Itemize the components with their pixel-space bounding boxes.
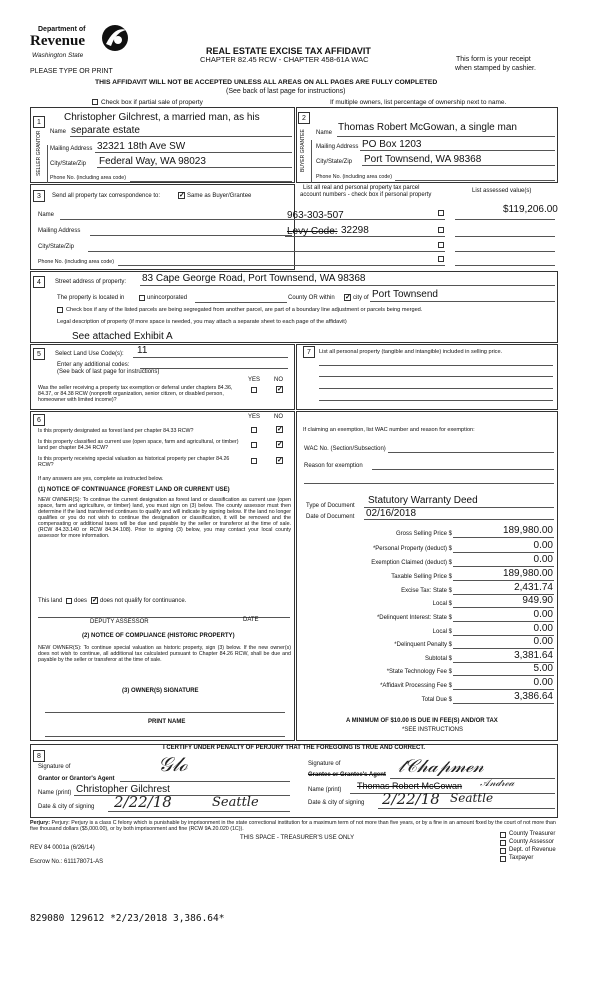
parcel-header2: account numbers - check box if personal property [300,192,432,198]
rev-number: REV 84 0001a (6/26/14) [30,845,95,851]
see-instructions-note: *SEE INSTRUCTIONS [402,727,464,733]
amount-label: *Personal Property (deduct) $ [372,546,452,552]
dept-line1: Department of [38,26,86,33]
street-address[interactable]: 83 Cape George Road, Port Townsend, WA 98368 [142,273,366,284]
continuance-text: NEW OWNER(S): To continue the current designation as forest land or classification as current use (open space, farm and agriculture, or timber) land, you must sign on (3) below. The county assessor must then determine if the land transferred continues to qualify and will indicate by signing below. If the land no longer qualifies or you do not wish to continue the designation or classification, it will be removed and the compensating or additional taxes will be due and payable by the seller or transferor at the time of sale. (RCW 84.33.140 or RCW 84.34.108). Prior to signing (3) below, you may contact your local county assessor for more information. [38,497,291,540]
seller-city-label: City/State/Zip [50,161,87,167]
copy-checkbox[interactable] [500,832,506,838]
grantee-signature-icon: 𝓉𝒞𝒽𝒶𝓅𝓂ℯ𝓃 [398,756,484,777]
s5-see-back: (See back of last page for instructions) [57,369,160,375]
buyer-mailing[interactable]: PO Box 1203 [362,139,422,150]
section-3-number: 3 [33,190,45,202]
assessed-header: List assessed value(s) [472,188,532,194]
unincorporated-checkbox[interactable] [139,295,145,301]
does-label: does [74,598,88,604]
doc-date[interactable]: 02/16/2018 [366,508,417,519]
copy-checkbox[interactable] [500,840,506,846]
segregated-checkbox[interactable] [57,307,63,313]
exemption-no-checkbox[interactable]: ✓ [277,386,283,393]
assessed-1[interactable]: $119,206.00 [503,204,558,215]
s6-no-header: NO [274,414,283,420]
see-back-note: (See back of last page for instructions) [226,88,346,95]
current-use-q: Is this property classified as current use (open space, farm and agricultural, or timber) land per chapter 84.34 RCW? [38,439,239,452]
claiming-exemption-label: If claiming an exemption, list WAC number and reason for exemption: [303,427,475,433]
current-use-yes-checkbox[interactable] [251,442,257,448]
receipt-note2: when stamped by cashier. [455,65,536,72]
city-of-checkbox[interactable]: ✓ [345,294,351,301]
amount-line [453,580,554,581]
historic-q: Is this property receiving special valuation as historical property per chapter 84.26 RCW? [38,456,230,469]
form-title: REAL ESTATE EXCISE TAX AFFIDAVIT [206,46,371,56]
forest-no-checkbox[interactable]: ✓ [277,426,283,433]
amount-value[interactable]: 189,980.00 [502,568,553,579]
grantor-name-label: Name (print) [38,790,72,796]
s3-phone-label: Phone No. (including area code) [38,259,114,265]
amount-label: Total Due $ [421,697,452,703]
land-use-label: Select Land Use Code(s): [55,351,124,357]
s3-name-label: Name [38,212,55,218]
send-correspondence-label: Send all property tax correspondence to: [52,193,161,199]
doc-date-label: Date of Document [306,514,355,520]
current-use-no-checkbox[interactable]: ✓ [277,441,283,448]
deputy-date-label: DATE [243,617,259,623]
copy-label: County Assessor [509,839,555,845]
same-as-buyer-checkbox[interactable]: ✓ [179,192,185,199]
grantor-agent-label: Grantor or Grantor's Agent [38,776,115,782]
segregated-label: Check box if any of the listed parcels are being segregated from another parcel, are part of a boundary line adjustment or parcels being merged. [66,307,423,313]
print-name-label: PRINT NAME [148,719,186,725]
s6-yes-header: YES [248,414,261,420]
grantor-date[interactable]: 2/22/18 [114,793,172,811]
perjury-label: Perjury: [30,820,51,826]
grantee-name-label: Name (print) [308,787,342,793]
buyer-name-label: Name [316,130,333,136]
located-in-label: The property is located in [57,295,125,301]
doc-type-label: Type of Document [306,503,355,509]
amount-line [453,675,554,676]
multiple-owners-note: If multiple owners, list percentage of ownership next to name. [330,99,507,106]
s5-yes-header: YES [248,377,261,383]
please-type: PLEASE TYPE OR PRINT [30,68,113,75]
exemption-question: Was the seller receiving a property tax exemption or deferral under chapters 84.36, 84.37, or 84.38 RCW (nonprofit organization, senior citizen, or disabled person, homeowner with limited income)? [38,385,233,404]
does-checkbox[interactable] [66,598,72,604]
receipt-note1: This form is your receipt [456,56,531,63]
grantor-city[interactable]: Seattle [212,795,259,810]
grantor-sig-label: Signature of [38,764,71,770]
amount-label: *State Technology Fee $ [386,669,452,675]
amount-label: Excise Tax: State $ [401,588,452,594]
seller-mailing-label: Mailing Address [50,146,93,152]
copy-checkbox[interactable] [500,848,506,854]
parcel-3-checkbox[interactable] [438,242,444,248]
seller-phone-label: Phone No. (including area code) [50,175,126,181]
form-chapter: CHAPTER 82.45 RCW - CHAPTER 458-61A WAC [200,55,369,64]
reason-label: Reason for exemption [304,463,363,469]
partial-sale-checkbox[interactable] [92,99,98,105]
amount-value[interactable]: 0.00 [533,609,553,620]
deputy-assessor-label: DEPUTY ASSESSOR [90,619,149,625]
parcel-2-struck: Levy Code: [287,226,338,237]
amount-value[interactable]: 0.00 [533,554,553,565]
compliance-text: NEW OWNER(S): To continue special valuation as historic property, sign (3) below. If the new owner(s) does not wish to continue, all additional tax calculated pursuant to Chapter 84.26 RCW, shall be due and payable by the seller or transferor at the time of sale. [38,645,291,664]
amount-line [453,552,554,553]
buyer-city-label: City/State/Zip [316,159,353,165]
land-use-code[interactable]: 11 [137,345,148,356]
certify-statement: I CERTIFY UNDER PENALTY OF PERJURY THAT THE FOREGOING IS TRUE AND CORRECT. [163,745,426,751]
grantee-agent-label: Grantee or Grantee's Agent [308,772,386,778]
historic-yes-checkbox[interactable] [251,458,257,464]
partial-sale-label: Check box if partial sale of property [101,99,203,106]
buyer-mailing-label: Mailing Address [316,144,359,150]
grantor-name[interactable]: Christopher Gilchrest [76,784,170,795]
amount-label: Gross Selling Price $ [395,531,452,537]
legal-desc-label: Legal description of property (if more space is needed, you may attach a separate sheet to each page of the affidavit) [57,319,347,325]
section-1-number: 1 [33,116,45,128]
amount-label: *Delinquent Interest: State $ [376,615,452,621]
amount-value[interactable]: 0.00 [533,623,553,634]
grantee-name[interactable]: Thomas Robert McGowan [357,781,463,791]
amount-value[interactable]: 2,431.74 [514,582,553,593]
street-label: Street address of property: [55,279,127,285]
amount-line [453,537,554,538]
seller-name-line2: separate estate [71,125,140,136]
treasurer-space-label: THIS SPACE - TREASURER'S USE ONLY [240,835,355,841]
amount-line [453,566,554,567]
dept-line2: Revenue [30,33,85,49]
dor-logo [28,22,128,66]
exemption-yes-checkbox[interactable] [251,387,257,393]
does-not-label: does not qualify for continuance. [100,598,187,604]
amount-label: Local $ [432,601,452,607]
section-4-number: 4 [33,276,45,288]
buyer-name[interactable]: Thomas Robert McGowan, a single man [338,122,517,133]
minimum-note: A MINIMUM OF $10.00 IS DUE IN FEE(S) AND/OR TAX [346,718,498,724]
additional-codes-label: Enter any additional codes: [57,362,130,368]
amount-line [453,689,554,690]
city-of-label: city of [353,295,369,301]
if-yes-note: If any answers are yes, complete as instructed below. [38,476,164,482]
forest-yes-checkbox[interactable] [251,427,257,433]
copy-checkbox[interactable] [500,856,506,862]
unincorporated-label: unincorporated [147,295,188,301]
continuance-title: (1) NOTICE OF CONTINUANCE (FOREST LAND OR CURRENT USE) [38,487,230,493]
s3-mailing-label: Mailing Address [38,228,81,234]
owners-signature-label: (3) OWNER(S) SIGNATURE [122,688,199,694]
section-5-number: 5 [33,348,45,360]
grantee-date-label: Date & city of signing [308,800,365,806]
amount-line [453,607,554,608]
parcel-1-checkbox[interactable] [438,210,444,216]
forest-land-q: Is this property designated as forest land per chapter 84.33 RCW? [38,428,194,434]
section-8-number: 8 [33,750,45,762]
amount-value[interactable]: 949.90 [522,595,553,606]
parcel-2[interactable]: 32298 [341,225,369,236]
doc-type[interactable]: Statutory Warranty Deed [368,495,478,506]
amount-value[interactable]: 189,980.00 [502,525,553,536]
buyer-phone-label: Phone No. (including area code) [316,174,392,180]
wac-label: WAC No. (Section/Subsection) [304,446,386,452]
personal-property-label: List all personal property (tangible and intangible) included in selling price. [319,349,503,355]
cashier-stamp: 829080 129612 *2/23/2018 3,386.64* [30,913,225,924]
section-7-number: 7 [303,346,315,358]
historic-no-checkbox[interactable]: ✓ [277,457,283,464]
grantor-date-label: Date & city of signing [38,804,95,810]
perjury-text: Perjury: Perjury is a class C felony which is punishable by imprisonment in the state correctional institution for a maximum term of not more than five years, or by a fine in an amount fixed by the court of not more than five thousand dollars ($5,000.00), or by both imprisonment and fine (RCW 9A.20.020 (1C)). [30,820,556,833]
amount-label: Exemption Claimed (deduct) $ [371,560,452,566]
seller-name-label: Name [50,129,67,135]
parcel-header1: List all real and personal property tax parcel [303,185,420,191]
amount-line [453,621,554,622]
copy-label: Dept. of Revenue [509,847,556,853]
copy-label: County Treasurer [509,831,556,837]
grantee-sig-label: Signature of [308,761,341,767]
amount-label: *Affidavit Processing Fee $ [380,683,452,689]
amount-value[interactable]: 0.00 [533,677,553,688]
swoosh-logo-icon [100,22,130,54]
legal-desc-value[interactable]: See attached Exhibit A [72,331,173,342]
amount-label: Subtotal $ [424,656,452,662]
amount-value[interactable]: 0.00 [533,636,553,647]
dept-line3: Washington State [32,52,84,59]
grantor-signature-icon: 𝒢𝓁ℴ [158,752,188,776]
property-city[interactable]: Port Townsend [372,289,438,300]
amount-label: *Delinquent Penalty $ [394,642,452,648]
same-as-buyer-label: Same as Buyer/Grantee [187,193,252,199]
grantee-name-annotation-icon: 𝒜𝓃𝒹𝓇ℯ𝒶 [480,778,515,789]
amount-line [453,648,554,649]
amount-value[interactable]: 3,386.64 [514,691,553,702]
seller-mailing[interactable]: 32321 18th Ave SW [97,141,186,152]
does-not-checkbox[interactable]: ✓ [92,597,98,604]
buyer-side-label: BUYER GRANTEE [300,129,306,172]
seller-city[interactable]: Federal Way, WA 98023 [99,156,206,167]
grantee-city[interactable]: Seattle [450,791,494,805]
buyer-city[interactable]: Port Townsend, WA 98368 [364,154,482,165]
parcel-1[interactable]: 963-303-507 [287,210,344,221]
amount-label: Local $ [432,629,452,635]
section-6-number: 6 [33,414,45,426]
amount-label: Taxable Selling Price $ [391,574,452,580]
amount-value[interactable]: 0.00 [533,540,553,551]
compliance-title: (2) NOTICE OF COMPLIANCE (HISTORIC PROPERTY) [82,633,235,639]
s5-no-header: NO [274,377,283,383]
seller-name-line1: Christopher Gilchrest, a married man, as his [64,112,260,123]
section-2-number: 2 [298,112,310,124]
s3-city-label: City/State/Zip [38,244,75,250]
grantee-date[interactable]: 2/22/18 [382,790,440,808]
parcel-4-checkbox[interactable] [438,256,444,262]
county-or-within-label: County OR within [288,295,335,301]
perjury-note [30,820,560,832]
not-accepted-warning: THIS AFFIDAVIT WILL NOT BE ACCEPTED UNLESS ALL AREAS ON ALL PAGES ARE FULLY COMPLETED [95,79,438,86]
seller-side-label: SELLER GRANTOR [36,130,42,176]
amount-line [453,703,554,704]
parcel-2-checkbox[interactable] [438,227,444,233]
escrow-number: Escrow No.: 611178071-AS [30,859,104,865]
amount-value[interactable]: 3,381.64 [514,650,553,661]
copy-label: Taxpayer [509,855,534,861]
amount-value[interactable]: 5.00 [533,663,553,674]
this-land-label: This land [38,598,63,604]
